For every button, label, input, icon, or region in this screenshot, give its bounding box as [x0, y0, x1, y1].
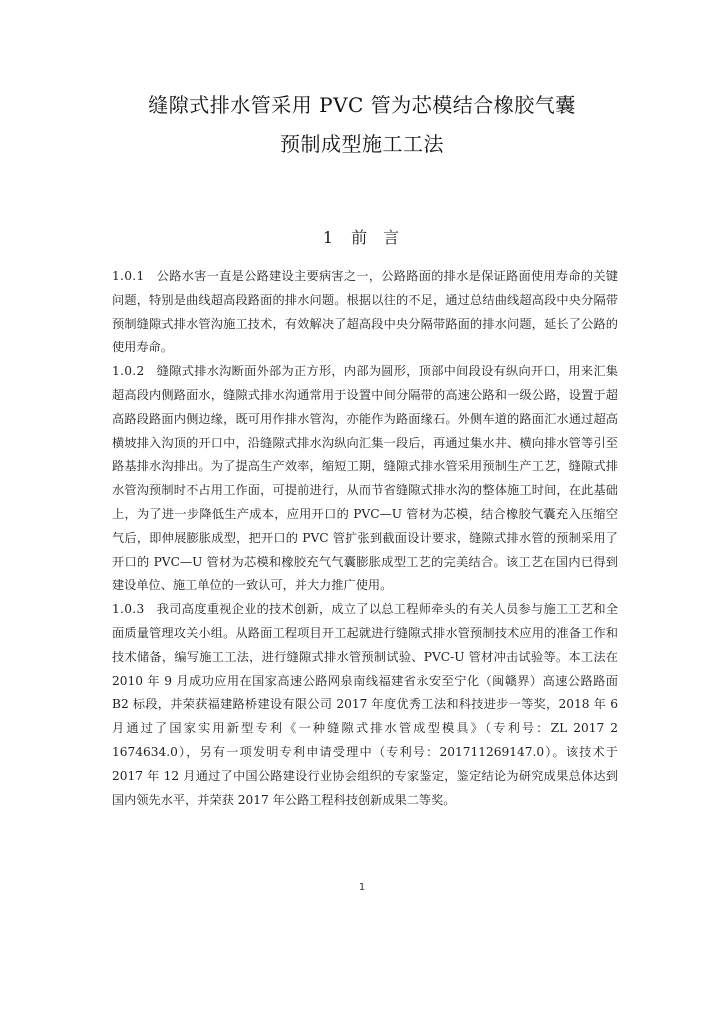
section-number: 1	[322, 228, 336, 247]
paragraph-1-0-1	[112, 265, 618, 360]
paragraph-text: 我司高度重视企业的技术创新，成立了以总工程师牵头的有关人员参与施工工艺和全面质量管理攻关小组。从路面工程项目开工起就进行缝隙式排水管预制技术应用的准备工作和技术储备，编写施工工法，进行缝隙式排水管预制试验、PVC-U 管材冲击试验等。本工法在 2010 年 9 月成功应用在国家高速公路网泉南线福建省永安至宁化（闽赣界）高速公路路面 B2 标段，并荣获福建路桥建设有限公司 2017 年度优秀工法和科技进步一等奖，2018 年 6 月通过了国家实用新型专利《一种缝隙式排水管成型模具》（专利号：ZL 2017 2 1674634.0），另有一项发明专利申请受理中（专利号：201711269147.0）。该技术于 2017 年 12 月通过了中国公路建设行业协会组织的专家鉴定，鉴定结论为研究成果总体达到国内领先水平，并荣获 2017 年公路工程科技创新成果二等奖。	[112, 602, 618, 807]
page-number: 1	[358, 882, 366, 893]
document-title-line-1: 缝隙式排水管采用 PVC 管为芯模结合橡胶气囊	[148, 93, 576, 117]
document-title-line-2: 预制成型施工工法	[280, 132, 444, 156]
paragraph-number: 1.0.2	[112, 364, 145, 379]
paragraph-text: 缝隙式排水沟断面外部为正方形，内部为圆形，顶部中间段设有纵向开口，用来汇集超高段内侧路面水，缝隙式排水沟通常用于设置中间分隔带的高速公路和一级公路，设置于超高路段路面内侧边缘，既可用作排水管沟，亦能作为路面缘石。外侧车道的路面汇水通过超高横坡排入沟顶的开口中，沿缝隙式排水沟纵向汇集一段后，再通过集水井、横向排水管等引至路基排水沟排出。为了提高生产效率，缩短工期，缝隙式排水管采用预制生产工艺，缝隙式排水管沟预制时不占用工作面，可提前进行，从而节省缝隙式排水沟的整体施工时间，在此基础上，为了进一步降低生产成本，应用开口的 PVC—U 管材为芯模，结合橡胶气囊充入压缩空气后，即伸展膨胀成型，把开口的 PVC 管扩张到截面设计要求，缝隙式排水管的预制采用了开口的 PVC—U 管材为芯模和橡胶充气气囊膨胀成型工艺的完美结合。该工艺在国内已得到建设单位、施工单位的一致认可，并大力推广使用。	[112, 364, 618, 593]
paragraph-1-0-2	[112, 360, 618, 598]
paragraph-text: 公路水害一直是公路建设主要病害之一，公路路面的排水是保证路面使用寿命的关键问题，特别是曲线超高段路面的排水问题。根据以往的不足，通过总结曲线超高段中央分隔带预制缝隙式排水管沟施工技术，有效解决了超高段中央分隔带路面的排水问题，延长了公路的使用寿命。	[112, 269, 618, 355]
section-title-char-1: 前	[351, 228, 370, 247]
document-body	[112, 265, 618, 812]
section-title-char-2: 言	[383, 228, 402, 247]
section-heading	[0, 225, 724, 248]
paragraph-number: 1.0.1	[112, 269, 145, 283]
paragraph-number: 1.0.3	[112, 602, 145, 617]
paragraph-1-0-3	[112, 598, 618, 812]
